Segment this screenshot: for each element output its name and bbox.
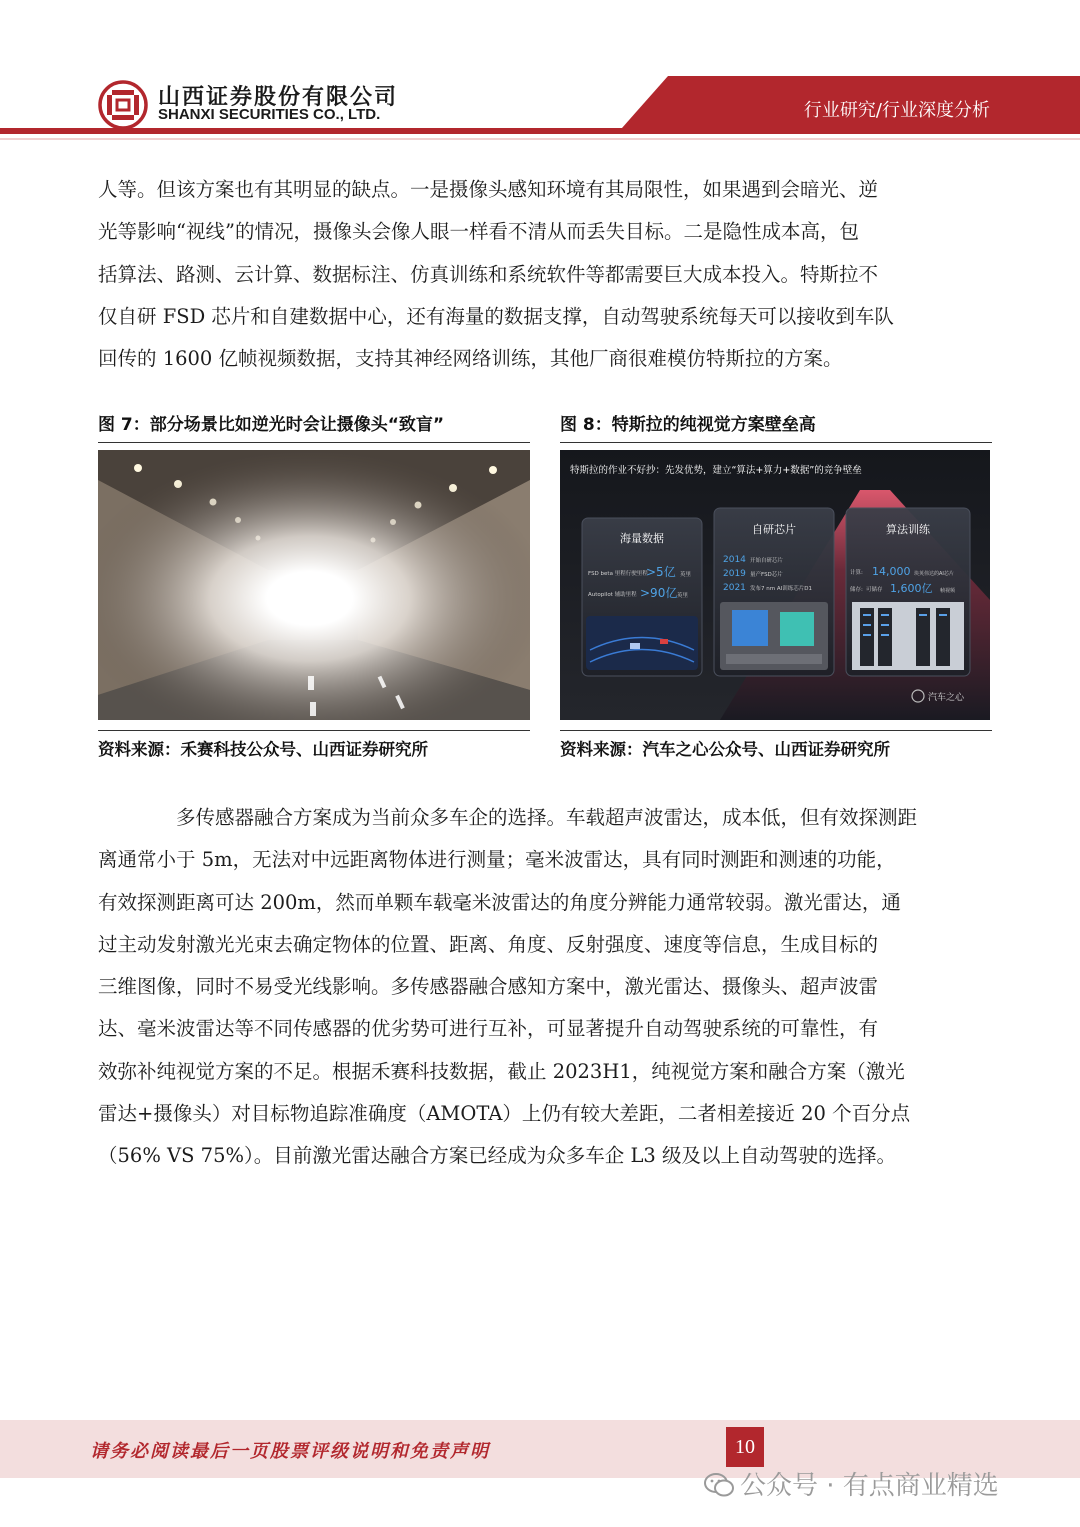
company-name-cn: 山西证券股份有限公司: [158, 85, 399, 110]
card3-row1-value: 14,000: [872, 565, 911, 578]
card3-row2-label: 储存:: [850, 587, 863, 593]
card1-row2-label: Autopilot 辅助里程: [588, 592, 637, 598]
card3-row1-unit: 块英伟达的AI芯片: [914, 571, 954, 577]
body-paragraph-1: [98, 169, 982, 380]
card-title-data: 海量数据: [620, 532, 664, 545]
page-header: [0, 0, 1080, 145]
paragraph-line: 过主动发射激光光束去确定物体的位置、距离、角度、反射强度、速度等信息，生成目标的: [98, 932, 879, 956]
figure-8-top-rule: [560, 442, 992, 443]
paragraph-line: 光等影响“视线”的情况，摄像头会像人眼一样看不清从而丢失目标。二是隐性成本高，包: [98, 220, 859, 244]
card2-year-2: 2019: [723, 569, 746, 579]
figure-7-top-rule: [98, 442, 530, 443]
card1-row1-value: >5亿: [646, 565, 676, 579]
company-logo: [98, 80, 148, 130]
paragraph-line: 效弥补纯视觉方案的不足。根据禾赛科技数据，截止 2023H1，纯视觉方案和融合方案（激光: [98, 1059, 905, 1083]
card3-row2-value: 1,600亿: [890, 582, 933, 595]
paragraph-line: 多传感器融合方案成为当前众多车企的选择。车载超声波雷达，成本低，但有效探测距: [176, 806, 918, 829]
figure-8-source: 资料来源：汽车之心公众号、山西证券研究所: [560, 740, 890, 759]
figure-8-bottom-rule: [560, 730, 992, 731]
card3-row2-pre: 可储存: [866, 587, 883, 593]
card2-year-1: 2014: [723, 555, 746, 565]
report-section-label: 行业研究/行业深度分析: [803, 100, 990, 121]
card2-text-1: 开始自研芯片: [750, 558, 784, 564]
card2-text-3: 发布7 nm AI训练芯片D1: [750, 586, 812, 592]
card-title-chip: 自研芯片: [752, 523, 796, 536]
card3-row2-unit: 帧视频: [940, 588, 956, 594]
card3-row1-label: 计算:: [850, 570, 863, 576]
figure-7-bottom-rule: [98, 730, 530, 731]
figure-8-tesla-slide-image: [560, 450, 990, 720]
paragraph-line: （56% VS 75%）。目前激光雷达融合方案已经成为众多车企 L3 级及以上自动驾驶的选择。: [98, 1144, 897, 1168]
card1-road-graphic: [586, 616, 698, 670]
body-paragraph-2: [98, 797, 982, 1178]
paragraph-line: 达、毫米波雷达等不同传感器的优劣势可进行互补，可显著提升自动驾驶系统的可靠性，有: [98, 1017, 879, 1041]
company-name-en: SHANXI SECURITIES CO., LTD.: [158, 106, 381, 123]
card1-row1-unit: 英里: [680, 572, 692, 578]
figure-7-caption: 图 7：部分场景比如逆光时会让摄像头“致盲”: [98, 415, 445, 435]
paragraph-line: 三维图像，同时不易受光线影响。多传感器融合感知方案中，激光雷达、摄像头、超声波雷: [98, 975, 879, 999]
watermark-text: 公众号 · 有点商业精选: [740, 1471, 999, 1501]
paragraph-line: 回传的 1600 亿帧视频数据，支持其神经网络训练，其他厂商很难模仿特斯拉的方案。: [98, 347, 843, 371]
paragraph-line: 离通常小于 5m，无法对中远距离物体进行测量；毫米波雷达，具有同时测距和测速的功能，: [98, 848, 896, 872]
wechat-watermark: [704, 1465, 999, 1502]
paragraph-line: 仅自研 FSD 芯片和自建数据中心，还有海量的数据支撑，自动驾驶系统每天可以接收到车队: [98, 304, 894, 328]
card2-year-3: 2021: [723, 583, 746, 593]
card3-server-graphic: [852, 602, 964, 670]
figure-8-caption: 图 8：特斯拉的纯视觉方案壁垒高: [560, 415, 816, 435]
slide-watermark: 汽车之心: [928, 693, 965, 703]
card1-row2-unit: 英里: [677, 593, 689, 599]
slide-headline: 特斯拉的作业不好抄：先发优势，建立“算法+算力+数据”的竞争壁垒: [570, 465, 862, 476]
paragraph-line: 括算法、路测、云计算、数据标注、仿真训练和系统软件等都需要巨大成本投入。特斯拉不: [98, 262, 879, 286]
card1-row2-value: >90亿: [640, 586, 678, 600]
paragraph-line: 雷达+摄像头）对目标物追踪准确度（AMOTA）上仍有较大差距，二者相差接近 20 个百分点: [98, 1102, 911, 1126]
wechat-icon: [704, 1472, 734, 1498]
header-band: [0, 0, 1080, 145]
footer-disclaimer: 请务必阅读最后一页股票评级说明和免责声明: [90, 1441, 490, 1462]
card2-text-2: 量产FSD芯片: [750, 572, 783, 578]
card2-chip-graphic: [720, 602, 828, 670]
figure-7-source: 资料来源：禾赛科技公众号、山西证券研究所: [98, 740, 428, 759]
card1-row1-label: FSD beta 里程行驶里程: [588, 571, 648, 577]
card-title-training: 算法训练: [886, 523, 930, 536]
figure-7-tunnel-image: [98, 450, 530, 720]
paragraph-line: 有效探测距离可达 200m，然而单颗车载毫米波雷达的角度分辨能力通常较弱。激光雷达，通: [98, 890, 901, 914]
paragraph-line: 人等。但该方案也有其明显的缺点。一是摄像头感知环境有其局限性，如果遇到会暗光、逆: [98, 178, 879, 201]
page-number: 10: [726, 1427, 764, 1467]
